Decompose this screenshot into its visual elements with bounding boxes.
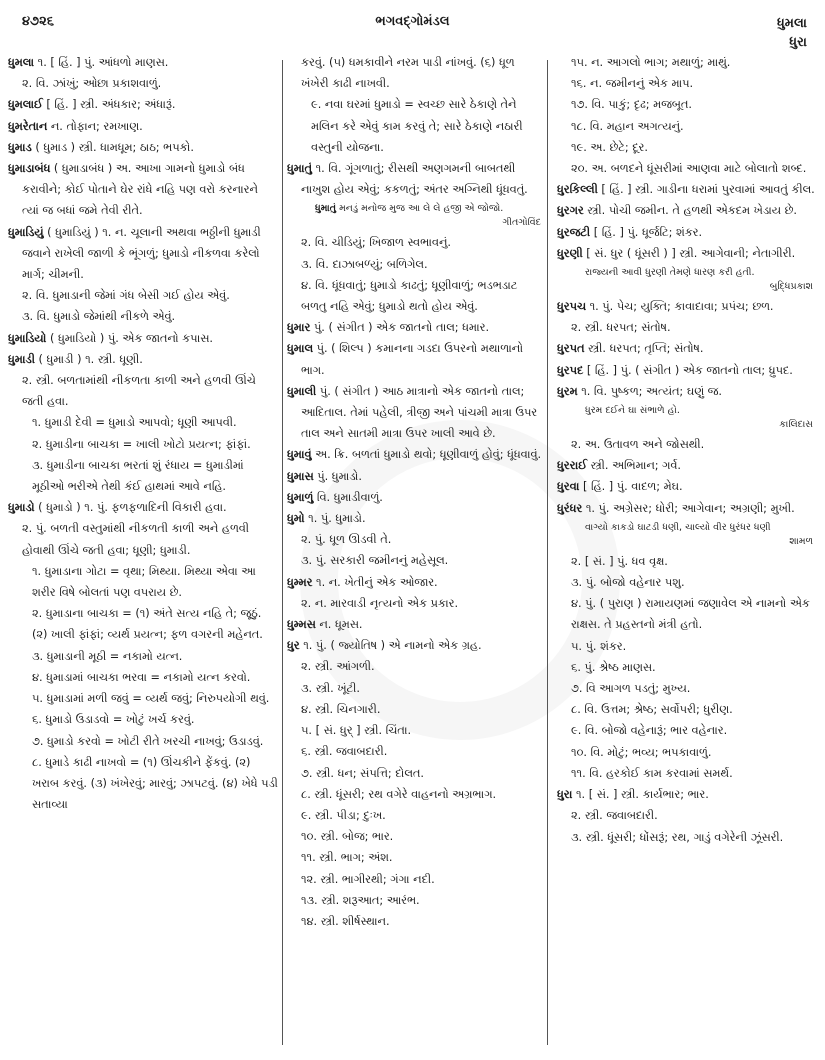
sense-line: ૧૯. અ. છેટે; દૂર. [571, 140, 648, 154]
quote-headword: ધુમાતું [315, 203, 337, 215]
definition-text: ૧. [ હિં. ] પું. આંધળો માણસ. [34, 56, 169, 69]
sense-line: ૬. સ્ત્રી. જવાબદારી. [301, 745, 388, 759]
sense-line: કરવું. (૫) ધમકાવીને નરમ પાડી નાંખવું. (૬) ધૂળ ખંખેરી કાઢી નાખવી. [301, 56, 515, 91]
dictionary-entry [287, 444, 545, 465]
definition-text: પું. ( સંગીત ) આઠ માત્રાનો એક જાતનો તાલ; આદિતાલ. તેમાં પહેલી, ત્રીજી અને પાંચમી માત્રા ઉપર તાલ અને સાતમી માત્રા ઉપર ખાલી આવે છે. [301, 384, 538, 441]
headword: ધુરણી [557, 246, 583, 260]
headword: ધુરજટી [557, 225, 591, 239]
dictionary-entry [557, 179, 817, 200]
headword: ધુમાતું [287, 162, 313, 176]
dictionary-entry [287, 572, 545, 593]
definition-text: [ હિં. ] પું. ધૂર્જટિ; શંકર. [590, 225, 703, 239]
definition-text: [ સં. ધુર ( ધૂંસરી ) ] સ્ત્રી. આગેવાની; નેતાગીરી. [582, 246, 796, 260]
dictionary-entry [8, 328, 278, 349]
definition-text: ૧. પું. અગ્રેસર; ધોરી; આગેવાન; અગ્રણી; મુખી. [582, 501, 795, 515]
dictionary-entry [287, 635, 545, 656]
dictionary-entry [287, 381, 545, 445]
sense-line: ૮. સ્ત્રી. ધૂંસરી; રથ વગેરે વાહનનો અગ્રભાગ. [301, 787, 497, 801]
guide-word-last: ધુરા [789, 35, 807, 50]
headword: ધુમાડ [8, 140, 32, 154]
quote-text: ધુરમ દઈને ઘા સંભાળે હો. [585, 405, 680, 417]
page-header [0, 0, 825, 50]
dictionary-entry [557, 243, 817, 264]
definition-text: ( ધુમાડાબંધ ) અ. આખા ગામનો ધુમાડો બંધ કરાવીને; કોઈ પોતાને ઘેર રાંધે નહિ પણ વરો કરનારને ત્યાં જ બધાં જમે તેવી રીતે. [22, 162, 258, 218]
sense-line: ૨. વિ. ચીડિયું; ખિજાળ સ્વભાવનું. [301, 236, 451, 250]
sense-line: ૩. સ્ત્રી. ધૂંસરી; ધોંસરૂં; રથ, ગાડું વગેરેની ઝૂંસરી. [571, 830, 784, 844]
headword: ધુમાડી [8, 352, 35, 366]
headword: ધુમાડાબંધ [8, 162, 51, 176]
definition-text: વિ. ધુમાડીવાળું. [313, 490, 383, 504]
dictionary-entry [8, 158, 278, 222]
idiom-line: ૩. ધુમાડાની મૂઠી = નકામો યત્ન. [32, 649, 183, 663]
dictionary-entry [8, 116, 278, 137]
dictionary-entry [557, 476, 817, 497]
sense-line: ૧૪. સ્ત્રી. શીર્ષસ્થાન. [301, 914, 390, 928]
idiom-line: ૧. ધુમાડી દેવી = ધુમાડો આપવો; ધૂણી આપવી. [32, 416, 237, 430]
sense-line: ૧૦. સ્ત્રી. બોજ; ભાર. [301, 830, 394, 844]
sense-line: ૩. વિ. ધુમાડો જેમાંથી નીકળે એવું. [22, 310, 176, 324]
dictionary-column-3 [557, 52, 817, 848]
sense-line: ૧૩. સ્ત્રી. શરૂઆત; આરંભ. [301, 893, 420, 907]
dictionary-entry [287, 158, 545, 200]
definition-text: પું. ( સંગીત ) એક જાતનો તાલ; ધમાર. [310, 321, 490, 335]
headword: ધુરા [557, 788, 573, 802]
book-title: ભગવદ્ગોમંડલ [375, 14, 450, 29]
sense-line: ૨. ન. મારવાડી નૃત્યનો એક પ્રકાર. [301, 596, 459, 610]
quote-source: શામળ [789, 535, 813, 547]
headword: ધુમાર [287, 321, 311, 335]
sense-line: ૪. વિ. ધૂંધવાતું; ધુમાડો કાઢતું; ધૂણીવાળું; ભડભડાટ બળતુ નહિ એવું; ધુમાડો થતો હોય એવું. [301, 278, 518, 314]
dictionary-entry [8, 497, 278, 518]
quote-text: મનડું મનોજ મુજ આ લે લે હજી એ જોજો. [336, 203, 504, 215]
idiom-line: ૧. ધુમાડાના ગોટા = વૃથા; મિથ્યા. મિથ્યા એવા આ શરીર વિષે બોલતાં પણ વપરાય છે. [32, 564, 256, 600]
guide-words [777, 14, 807, 52]
dictionary-entry [557, 455, 817, 476]
definition-text: સ્ત્રી. ધરપત; તૃપ્તિ; સંતોષ. [584, 342, 704, 356]
definition-text: પું. ધુમાડો. [313, 469, 362, 483]
dictionary-entry [557, 200, 817, 221]
dictionary-entry [557, 784, 817, 805]
sense-line: ૨૦. અ. બળદને ધૂંસરીમાં આણવા માટે બોલાતો શબ્દ. [571, 162, 807, 176]
sense-line: ૨. [ સં. ] પું. ધવ વૃક્ષ. [571, 554, 668, 568]
definition-text: પું. ( શિલ્પ ) કમાનના ગડદા ઉપરનો મથાળાનો ભાગ. [301, 342, 524, 377]
headword: ધુર [287, 639, 300, 653]
headword: ધુમાડિયું [8, 225, 44, 239]
dictionary-entry [557, 498, 817, 519]
dictionary-entry [287, 317, 545, 338]
dictionary-entry [287, 508, 545, 529]
definition-text: ( ધુમાડિયું ) ૧. ન. ચૂલાની અથવા ભઠ્ઠીની ધુમાડી જવાને રાખેલી જાળી કે ભૂંગળું; ધુમાડો નીકળવા કરેલો માર્ગ; ચીમની. [22, 225, 261, 282]
sense-line: ૧૭. વિ. પાકું; દૃઢ; મજબૂત. [571, 98, 692, 112]
sense-line: ૨. અ. ઉતાવળ અને જોસથી. [571, 438, 705, 452]
sense-line: ૨. સ્ત્રી. આંગળી. [301, 660, 375, 674]
headword: ધુમાડિયો [8, 331, 47, 345]
dictionary-entry [8, 137, 278, 158]
definition-text: ( ધુમાડી ) ૧. સ્ત્રી. ધૂણી. [34, 352, 143, 366]
definition-text: સ્ત્રી. અભિમાન; ગર્વ. [586, 459, 682, 473]
sense-line: ૨. પું. બળતી વસ્તુમાંથી નીકળતી કાળી અને હળવી હોવાથી ઊંચે જતી હવા; ધૂણી; ધુમાડી. [22, 522, 250, 557]
headword: ધુરરાઈ [557, 459, 587, 473]
dictionary-entry [557, 338, 817, 359]
headword: ધુમ્મસ [287, 618, 316, 632]
idiom-line: ૨. ધુમાડીના બાચકા = ખાલી ખોટો પ્રયત્ન; ફાંફાં. [32, 437, 251, 451]
sense-line: ૧૬. ન. જમીનનું એક માપ. [571, 77, 694, 91]
definition-text: ૧. પું. પેચ; યુક્તિ; કાવાદાવા; પ્રપંચ; છળ. [586, 300, 774, 314]
dictionary-entry [287, 466, 545, 487]
sense-line: ૨. સ્ત્રી. બળતામાંથી નીકળતા કાળી અને હળવી ઊંચે જતી હવા. [22, 374, 256, 409]
definition-text: ન. ધૂમસ. [315, 618, 363, 632]
quote-source: કાલિદાસ [779, 419, 813, 431]
dictionary-column-2 [287, 52, 545, 932]
headword: ધુરંધર [557, 501, 583, 515]
dictionary-entry [8, 222, 278, 286]
sense-line: ૨. વિ. ધુમાડાની જેમાં ગંધ બેસી ગઈ હોય એવું. [22, 289, 230, 303]
headword: ધુરવા [557, 480, 580, 494]
definition-text: ( ધુમાડ ) સ્ત્રી. ધામધૂમ; ઠાઠ; ભપકો. [31, 140, 194, 154]
sense-line: ૭. વિ આગળ પડતું; મુખ્ય. [571, 682, 691, 696]
headword: ધુરગર [557, 204, 584, 218]
citation-quote [287, 202, 545, 230]
sense-line: ૧૧. વિ. હરકોઈ કામ કરવામાં સમર્થ. [571, 766, 733, 780]
sense-line: ૧૦. વિ. મોટું; ભવ્ય; ભપકાવાળું. [571, 745, 712, 759]
sense-line: ૧૮. વિ. મહાન અગત્યનું. [571, 119, 684, 133]
definition-text: ૧. [ સં. ] સ્ત્રી. કાર્યભાર; ભાર. [572, 788, 709, 802]
dictionary-column-1 [8, 52, 278, 815]
dictionary-entry [287, 338, 545, 380]
dictionary-entry [8, 349, 278, 370]
sense-line: ૩. પું. બોજો વહેનાર પશુ. [571, 576, 685, 590]
sense-line: ૫. [ સં. ધુર્ ] સ્ત્રી. ચિંતા. [301, 724, 412, 738]
sense-line: ૮. વિ. ઉત્તમ; શ્રેષ્ઠ; સર્વોપરી; ધુરીણ. [571, 703, 733, 717]
sense-line: ૯. વિ. બોજો વહેનારૂં; ભાર વહેનાર. [571, 724, 728, 738]
definition-text: ૧. પું. ધુમાડો. [304, 512, 366, 526]
headword: ધુમલાઈ [8, 98, 43, 112]
definition-text: ( ધુમાડિયો ) પું. એક જાતનો કપાસ. [46, 331, 213, 345]
sense-line: ૧૫. ન. આગલો ભાગ; મથાળું; માથું. [571, 56, 731, 69]
dictionary-entry [287, 614, 545, 635]
dictionary-entry [8, 52, 278, 73]
idiom-line: ૮. ધુમાડે કાઢી નાખવો = (૧) ઊંચકીને ફેંકવું. (૨) ખરાબ કરવું. (૩) ખંખેરવું; મારવું; ઝાપટવું. (૪) ખેધે પડી સતાવ્યા [32, 755, 278, 812]
definition-text: [ હિં. ] સ્ત્રી. ગાડીના ધરામાં પુરવામાં આવતું કીલ. [597, 183, 815, 197]
guide-word-first: ધુમલા [777, 16, 807, 31]
sense-line: ૧૨. સ્ત્રી. ભાગીરથી; ગંગા નદી. [301, 872, 435, 886]
sense-line: ૪. પું. ( પુરાણ ) રામાયણમાં જણાવેલ એ નામનો એક રાક્ષસ. તે પ્રહસ્તનો મંત્રી હતો. [571, 597, 810, 632]
dictionary-entry [8, 94, 278, 115]
headword: ધુમલા [8, 56, 35, 69]
definition-text: અ. ક્રિ. બળતાં ધુમાડો થવો; ધૂણીવાળું હોવું; ધૂંધવાવું. [311, 448, 542, 462]
citation-quote [557, 266, 817, 294]
sense-line: ૨. સ્ત્રી. જવાબદારી. [571, 809, 658, 823]
column-divider [547, 60, 548, 1045]
sense-line: ૨. સ્ત્રી. ધરપત; સંતોષ. [571, 321, 671, 335]
definition-text: [ હિં. ] પું. વાદળ; મેઘ. [579, 480, 683, 494]
idiom-line: ૩. ધુમાડીના બાચકા ભરતાં શું રંધાય = ધુમાડીમાં મૂઠીઓ ભરીએ તેથી કંઈ હાથમાં આવે નહિ. [32, 458, 244, 494]
sense-line: ૪. સ્ત્રી. ચિનગારી. [301, 702, 381, 716]
idiom-line: ૭. ધુમાડો કરવો = ખોટી રીતે ખરચી નાખવું; ઉડાડવું. [32, 734, 264, 748]
idiom-line: ૬. ધુમાડો ઉડાડવો = ખોટું ખર્ચ કરવું. [32, 713, 195, 727]
dictionary-entry [557, 222, 817, 243]
dictionary-entry [557, 381, 817, 402]
citation-quote [557, 521, 817, 549]
headword: ધુરમ [557, 384, 578, 398]
definition-text: ૧. ન. ખેતીનું એક ઓજાર. [312, 575, 438, 589]
idiom-line: ૫. ધુમાડામાં મળી જવું = વ્યર્થ જવું; નિરુપયોગી થવું. [32, 692, 270, 706]
sense-line: ૨. વિ. ઝાંખું; ઓછા પ્રકાશવાળું. [22, 77, 162, 91]
headword: ધુરપચ [557, 300, 586, 314]
dictionary-entry [557, 360, 817, 381]
headword: ધુમાલી [287, 384, 317, 398]
page-number: ૪૭૨૬ [22, 14, 55, 29]
headword: ધુમાડો [8, 501, 35, 515]
sense-line: ૩. પું. સરકારી જમીનનું મહેસૂલ. [301, 554, 449, 568]
sense-line: ૨. પું. ધૂળ ઊડવી તે. [301, 533, 392, 547]
sense-line: ૯. સ્ત્રી. પીડા; દુઃખ. [301, 808, 386, 822]
headword: ધુરપત [557, 342, 585, 356]
quote-text: વાગ્યો કાકડો ઘાટડી ધણી, ચાલ્યો વીર ધુરંધર ધણી [585, 521, 771, 533]
headword: ધુમાલ [287, 342, 314, 356]
headword: ધુમરેતાન [8, 119, 48, 133]
column-divider [282, 60, 283, 1045]
sense-line: ૬. પું. શ્રેષ્ઠ માણસ. [571, 660, 656, 674]
definition-text: [ હિં. ] પું. ( સંગીત ) એક જાતનો તાલ; ધ્રુપદ. [583, 363, 793, 377]
quote-text: રાજ્યની આવી ધુરણી તેમણે ધારણ કરી હતી. [585, 267, 755, 279]
sense-line: ૩. વિ. દાઝાબળ્યું; બળિગેલ. [301, 257, 428, 271]
definition-text: ( ધુમાડો ) ૧. પું. ફળફળાદિની વિકારી હવા. [34, 501, 227, 515]
headword: ધુમો [287, 512, 305, 526]
headword: ધુરકિલ્લી [557, 183, 598, 197]
headword: ધુમ્મર [287, 575, 313, 589]
sense-line: ૭. સ્ત્રી. ધન; સંપત્તિ; દોલત. [301, 766, 424, 780]
headword: ધુમાવું [287, 448, 312, 462]
headword: ધુમાસ [287, 469, 314, 483]
citation-quote [557, 404, 817, 432]
definition-text: ૧. પું. ( જ્યોતિષ ) એ નામનો એક ગ્રહ. [299, 639, 482, 653]
definition-text: સ્ત્રી. પોચી જમીન. તે હળથી એકદમ ખેડાય છે. [583, 204, 797, 218]
definition-text: ન. તોફાન; રમખાણ. [47, 119, 143, 133]
idiom-line: ૯. નવા ઘરમાં ધુમાડો = સ્વચ્છ સારે ઠેકાણે તેને મલિન કરે એવું કામ કરવું તે; સારે ઠેકાણે નઠારી વસ્તુની યોજના. [311, 98, 523, 154]
idiom-line: ૪. ધુમાડામાં બાચકા ભરવા = નકામો યત્ન કરવો. [32, 670, 251, 684]
dictionary-entry [287, 487, 545, 508]
sense-line: ૩. સ્ત્રી. ખૂંટી. [301, 681, 360, 695]
quote-source: ગીતગોવિંદ [502, 217, 541, 229]
idiom-line: ૨. ધુમાડાના બાચકા = (૧) અંતે સત્ય નહિ તે; જૂઠું. (૨) ખાલી ફાંફાં; વ્યર્થ પ્રયત્ન; ફળ વગરની મહેનત. [32, 607, 263, 642]
sense-line: ૧૧. સ્ત્રી. ભાગ; અંશ. [301, 851, 393, 865]
definition-text: ૧. વિ. ગૂંગળાતું; રીસથી અણગમની બાબતથી નાખુશ હોય એવું; કકળતું; અંતર અગ્નિથી ધૂંધવતું. [301, 162, 528, 197]
definition-text: [ હિં. ] સ્ત્રી. અંધકાર; અંધારૂં. [42, 98, 176, 112]
headword: ધુરપદ [557, 363, 584, 377]
definition-text: ૧. વિ. પુષ્કળ; અત્યંત; ઘણું જ. [577, 384, 722, 398]
sense-line: ૫. પું. શંકર. [571, 639, 627, 653]
dictionary-entry [557, 296, 817, 317]
headword: ધુમાળું [287, 490, 314, 504]
quote-source: બુદ્ધિપ્રકાશ [769, 281, 813, 293]
